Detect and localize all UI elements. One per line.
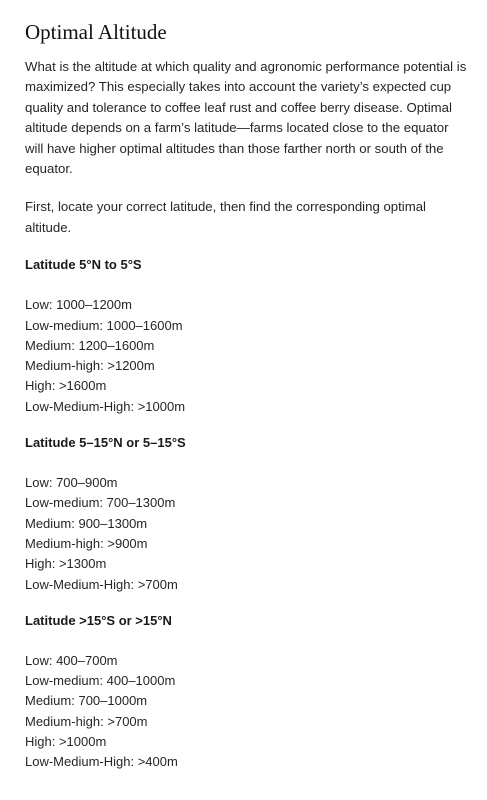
list-item: Low-Medium-High: >700m [25,576,178,592]
page-title: Optimal Altitude [25,20,167,44]
list-item: Medium: 700–1000m [25,693,148,709]
list-item: Medium-high: >700m [25,713,148,729]
list-item: Medium: 900–1300m [25,515,148,531]
list-item: Low: 1000–1200m [25,297,132,313]
instruction-paragraph: First, locate your correct latitude, then find the corresponding optimal altitude. [25,199,426,235]
list-item: Low-medium: 400–1000m [25,673,176,689]
intro-paragraph: What is the altitude at which quality and agronomic performance potential is maximized? This especially takes into account the variety’s expected cup quality and tolerance to coffee leaf rust and coffee berry disease. Optimal altitude depends on a farm’s latitude—farms located close to the equator will have higher optimal altitudes than those farther north or south of the equator. [25,59,467,177]
altitude-range-list [25,651,467,773]
list-item: Low-Medium-High: >400m [25,754,178,770]
list-item: Low-medium: 700–1300m [25,495,176,511]
list-item: High: >1000m [25,734,107,749]
section-heading: Latitude >15°S or >15°N [25,612,172,628]
list-item: Low-medium: 1000–1600m [25,317,183,333]
list-item: Low-Medium-High: >1000m [25,398,186,414]
section-heading: Latitude 5°N to 5°S [25,257,142,273]
section-heading: Latitude 5–15°N or 5–15°S [25,435,186,451]
list-item: Medium: 1200–1600m [25,337,155,353]
list-item: Low: 400–700m [25,652,118,668]
list-item: High: >1600m [25,378,107,394]
latitude-section-mid [25,433,467,595]
latitude-section-high [25,611,467,773]
list-item: Medium-high: >900m [25,535,148,551]
list-item: Low: 700–900m [25,475,118,491]
altitude-range-list [25,473,467,595]
list-item: High: >1300m [25,556,107,572]
list-item: Medium-high: >1200m [25,358,155,374]
latitude-section-equatorial [25,255,467,417]
altitude-range-list [25,295,467,417]
